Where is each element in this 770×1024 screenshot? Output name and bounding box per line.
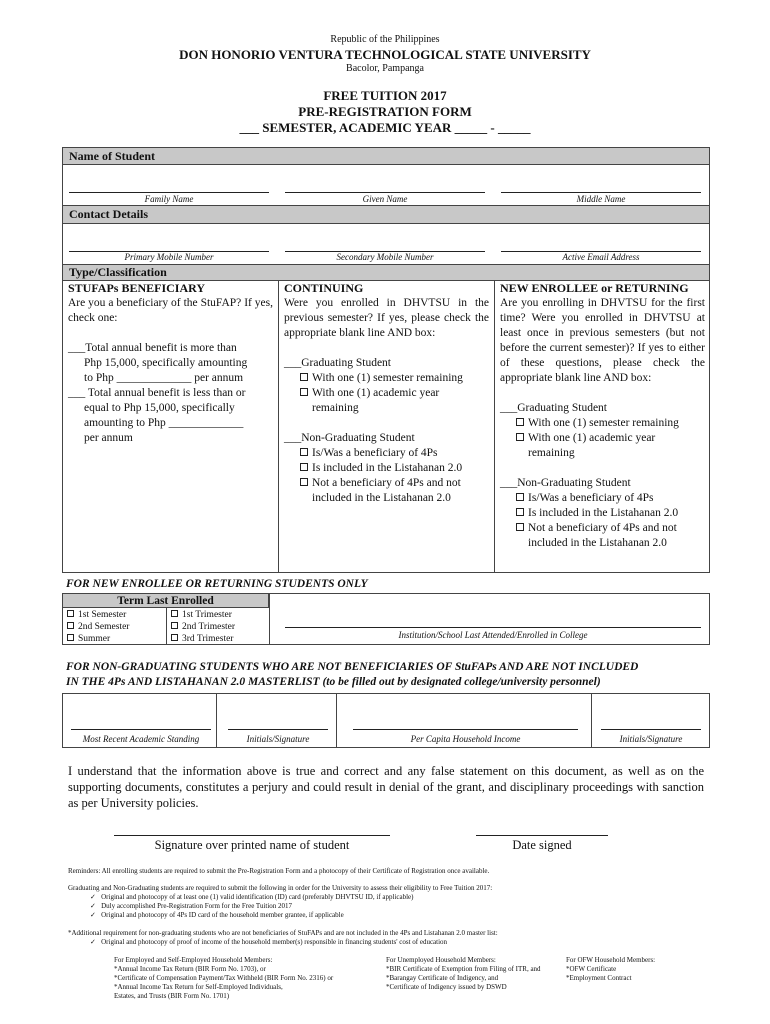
- term-last-enrolled-label: Term Last Enrolled: [117, 595, 214, 607]
- stufaps-title: STUFAPs BENEFICIARY: [68, 281, 206, 295]
- new-grad-sem-option[interactable]: [500, 416, 705, 431]
- requirement-1: Original and photocopy of at least one (1) valid identification (ID) card (preferably DHVTSU ID, if applicable): [101, 893, 414, 901]
- republic-line: Republic of the Philippines: [330, 34, 440, 45]
- tri3-label: 3rd Trimester: [182, 634, 234, 644]
- new-ng-4ps-label: Is/Was a beneficiary of 4Ps: [528, 492, 654, 504]
- requirement-3: Original and photocopy of 4Ps ID card of the household member grantee, if applicable: [101, 911, 344, 919]
- nongrad-heading-line1: FOR NON-GRADUATING STUDENTS WHO ARE NOT BENEFICIARIES OF StuFAPs AND ARE NOT INCLUDED: [66, 661, 639, 673]
- household-income-caption: Per Capita Household Income: [410, 734, 521, 744]
- stufaps-opt2-line-d: per annum: [84, 432, 133, 444]
- new-ng-listahanan-option[interactable]: [500, 506, 705, 521]
- continuing-ng-none-label-cont: included in the Listahanan 2.0: [312, 492, 451, 504]
- stufaps-opt2-line-b: equal to Php 15,000, specifically: [84, 402, 235, 414]
- sem2-option[interactable]: [67, 621, 129, 633]
- new-ng-none-label-cont: included in the Listahanan 2.0: [528, 537, 667, 549]
- continuing-title: CONTINUING: [284, 281, 364, 295]
- initials-signature-input-2[interactable]: [601, 718, 701, 730]
- contact-section-body: [62, 224, 710, 265]
- checkbox-icon[interactable]: [300, 463, 308, 471]
- stufaps-opt2-line-a: ___ Total annual benefit is less than or: [68, 387, 246, 399]
- stufaps-opt1-line-c: to Php _____________ per annum: [84, 372, 244, 384]
- checkbox-icon[interactable]: [516, 523, 524, 531]
- type-section-header: [62, 265, 710, 281]
- initials-signature-input-1[interactable]: [228, 718, 328, 730]
- university-name: DON HONORIO VENTURA TECHNOLOGICAL STATE UNIVERSITY: [179, 47, 591, 62]
- name-section-body: [62, 165, 710, 206]
- employed-requirements: [114, 956, 374, 1001]
- term-last-enrolled-header: [63, 594, 269, 608]
- new-enrollee-column: [500, 281, 705, 551]
- email-caption: Active Email Address: [562, 252, 640, 262]
- nongrad-box: [62, 693, 710, 748]
- secondary-mobile-input[interactable]: [285, 240, 485, 252]
- new-grad-year-label: With one (1) academic year: [528, 432, 656, 444]
- checkbox-icon[interactable]: [171, 634, 178, 641]
- checkmark-icon: ✓: [90, 902, 96, 910]
- stufaps-column: [68, 281, 273, 446]
- stufaps-option-less[interactable]: [68, 386, 273, 446]
- summer-label: Summer: [78, 634, 111, 644]
- sem1-label: 1st Semester: [78, 610, 127, 620]
- initials-signature-caption-2: Initials/Signature: [619, 734, 683, 744]
- tri1-label: 1st Trimester: [182, 610, 232, 620]
- date-signed-input[interactable]: [476, 824, 608, 836]
- academic-standing-input[interactable]: [71, 718, 211, 730]
- given-name-caption: Given Name: [362, 194, 408, 204]
- employed-req-line: Estates, and Trusts (BIR Form No. 1701): [114, 992, 230, 1000]
- new-ng-none-label: Not a beneficiary of 4Ps and not: [528, 522, 677, 534]
- declaration-text: I understand that the information above is true and correct and any false statement on this document, as well as on the supporting documents, constitutes a perjury and could result in denial of the grant, and disciplinary proceedings with sanction as per University policies.: [68, 764, 704, 810]
- unemployed-req-line: For Unemployed Household Members:: [386, 956, 496, 964]
- date-signed-label: Date signed: [512, 838, 572, 852]
- reminders-line2: Graduating and Non-Graduating students are required to submit the following in order for the University to assess their eligibility to Free Tuition 2017:: [68, 884, 493, 892]
- household-income-input[interactable]: [353, 718, 578, 730]
- checkbox-icon[interactable]: [300, 373, 308, 381]
- checkmark-icon: ✓: [90, 938, 96, 946]
- returning-box: [62, 593, 710, 645]
- continuing-grad-year-label: With one (1) academic year: [312, 387, 440, 399]
- reminders-requirement-4: [90, 938, 710, 947]
- family-name-caption: Family Name: [144, 194, 194, 204]
- contact-section-label: Contact Details: [69, 207, 148, 221]
- given-name-input[interactable]: [285, 181, 485, 193]
- checkbox-icon[interactable]: [67, 634, 74, 641]
- trimester-options: [171, 609, 235, 645]
- new-enrollee-question: Are you enrolling in DHVTSU for the first time? Were you enrolled in DHVTSU at least once in previous semesters (but not before the current semester)? If yes to either of these questions, please check the appropriate blank line AND box:: [500, 297, 705, 384]
- continuing-nongrad-option[interactable]: ___Non-Graduating Student: [284, 432, 415, 444]
- new-grad-year-label-cont: remaining: [528, 447, 575, 459]
- nongrad-heading-line2: IN THE 4Ps AND LISTAHANAN 2.0 MASTERLIST (to be filled out by designated college/university personnel): [66, 676, 601, 688]
- initials-signature-caption-1: Initials/Signature: [246, 734, 310, 744]
- stufaps-opt1-line-b: Php 15,000, specifically amounting: [84, 357, 248, 369]
- semester-options: [67, 609, 129, 645]
- name-section-header: [62, 147, 710, 165]
- employed-req-line: For Employed and Self-Employed Household Members:: [114, 956, 273, 964]
- stufaps-opt1-line-a: ___Total annual benefit is more than: [68, 342, 237, 354]
- checkbox-icon[interactable]: [300, 448, 308, 456]
- checkbox-icon[interactable]: [516, 493, 524, 501]
- primary-mobile-caption: Primary Mobile Number: [124, 252, 214, 262]
- family-name-input[interactable]: [69, 181, 269, 193]
- continuing-ng-none-label: Not a beneficiary of 4Ps and not: [312, 477, 461, 489]
- middle-name-caption: Middle Name: [576, 194, 626, 204]
- continuing-ng-listahanan-label: Is included in the Listahanan 2.0: [312, 462, 463, 474]
- checkbox-icon[interactable]: [516, 508, 524, 516]
- unemployed-req-line: *Certificate of Indigency issued by DSWD: [386, 983, 507, 991]
- returning-heading: FOR NEW ENROLLEE OR RETURNING STUDENTS ONLY: [66, 578, 368, 590]
- requirement-4: Original and photocopy of proof of income of the household member(s) responsible in financing students' cost of education: [101, 938, 448, 946]
- student-signature-label: Signature over printed name of student: [154, 838, 350, 852]
- checkmark-icon: ✓: [90, 911, 96, 919]
- new-grad-year-option[interactable]: [500, 431, 705, 446]
- tri2-label: 2nd Trimester: [182, 622, 236, 632]
- ofw-req-line: *OFW Certificate: [566, 965, 617, 973]
- employed-req-line: *Certificate of Compensation Payment/Tax Withheld (BIR Form No. 2316) or: [114, 974, 334, 982]
- tri1-option[interactable]: [171, 609, 235, 621]
- sem2-label: 2nd Semester: [78, 622, 130, 632]
- checkbox-icon[interactable]: [300, 388, 308, 396]
- requirement-2: Duly accomplished Pre-Registration Form for the Free Tuition 2017: [101, 902, 293, 910]
- unemployed-requirements: [386, 956, 566, 992]
- ofw-req-line: *Employment Contract: [566, 974, 632, 982]
- new-grad-sem-label: With one (1) semester remaining: [528, 417, 679, 429]
- new-graduating-option[interactable]: ___Graduating Student: [500, 402, 607, 414]
- form-title-3: ___ SEMESTER, ACADEMIC YEAR _____ - _____: [239, 120, 531, 135]
- ofw-req-line: For OFW Household Members:: [566, 956, 656, 964]
- academic-standing-caption: Most Recent Academic Standing: [82, 734, 200, 744]
- checkbox-icon[interactable]: [67, 622, 74, 629]
- secondary-mobile-caption: Secondary Mobile Number: [336, 252, 434, 262]
- continuing-grad-year-label-cont: remaining: [312, 402, 359, 414]
- nongrad-heading: [66, 660, 716, 690]
- email-input[interactable]: [501, 240, 701, 252]
- checkbox-icon[interactable]: [171, 622, 178, 629]
- primary-mobile-input[interactable]: [69, 240, 269, 252]
- summer-option[interactable]: [67, 633, 129, 645]
- checkbox-icon[interactable]: [516, 418, 524, 426]
- continuing-grad-sem-option[interactable]: [284, 371, 489, 386]
- continuing-ng-listahanan-option[interactable]: [284, 461, 489, 476]
- ofw-requirements: [566, 956, 706, 983]
- institution-caption: Institution/School Last Attended/Enrolled in College: [398, 630, 588, 640]
- employed-req-line: *Annual Income Tax Return for Self-Employed Individuals,: [114, 983, 283, 991]
- unemployed-req-line: *Barangay Certificate of Indigency, and: [386, 974, 499, 982]
- type-section-body: [62, 281, 710, 573]
- continuing-ng-none-option[interactable]: [284, 476, 489, 491]
- tri3-option[interactable]: [171, 633, 235, 645]
- institution-input[interactable]: [285, 616, 701, 628]
- checkmark-icon: ✓: [90, 893, 96, 901]
- continuing-grad-year-option[interactable]: [284, 386, 489, 401]
- form-title-2: PRE-REGISTRATION FORM: [298, 104, 472, 119]
- reminders-line3: *Additional requirement for non-graduating students who are not beneficiaries of StuFAPs and are not included in the 4Ps and Listahanan 2.0 master list:: [68, 929, 498, 937]
- stufaps-question: Are you a beneficiary of the StuFAP? If yes, check one:: [68, 297, 273, 324]
- stufaps-opt2-line-c: amounting to Php _____________: [84, 417, 244, 429]
- university-location: Bacolor, Pampanga: [346, 63, 424, 74]
- tri2-option[interactable]: [171, 621, 235, 633]
- employed-req-line: *Annual Income Tax Return (BIR Form No. 1703), or: [114, 965, 266, 973]
- name-section-label: Name of Student: [69, 149, 155, 163]
- reminders-line1: Reminders: All enrolling students are required to submit the Pre-Registration Form and a photocopy of their Certificate of Registration once available.: [68, 867, 490, 875]
- contact-section-header: [62, 206, 710, 224]
- sem1-option[interactable]: [67, 609, 129, 621]
- checkbox-icon[interactable]: [516, 433, 524, 441]
- continuing-column: [284, 281, 489, 506]
- checkbox-icon[interactable]: [67, 610, 74, 617]
- stufaps-option-more[interactable]: [68, 341, 273, 386]
- continuing-question: Were you enrolled in DHVTSU in the previous semester? If yes, please check the appropriate blank line AND box:: [284, 297, 489, 339]
- middle-name-input[interactable]: [501, 181, 701, 193]
- continuing-ng-4ps-option[interactable]: [284, 446, 489, 461]
- reminders-requirements: [90, 893, 710, 920]
- new-ng-listahanan-label: Is included in the Listahanan 2.0: [528, 507, 679, 519]
- new-ng-4ps-option[interactable]: [500, 491, 705, 506]
- type-section-label: Type/Classification: [69, 265, 167, 279]
- checkbox-icon[interactable]: [171, 610, 178, 617]
- new-enrollee-title: NEW ENROLLEE or RETURNING: [500, 281, 689, 295]
- continuing-ng-4ps-label: Is/Was a beneficiary of 4Ps: [312, 447, 438, 459]
- checkbox-icon[interactable]: [300, 478, 308, 486]
- continuing-grad-sem-label: With one (1) semester remaining: [312, 372, 463, 384]
- new-ng-none-option[interactable]: [500, 521, 705, 536]
- form-title-1: FREE TUITION 2017: [323, 88, 447, 103]
- student-signature-input[interactable]: [114, 824, 390, 836]
- continuing-graduating-option[interactable]: ___Graduating Student: [284, 357, 391, 369]
- unemployed-req-line: *BIR Certificate of Exemption from Filing of ITR, and: [386, 965, 541, 973]
- new-nongrad-option[interactable]: ___Non-Graduating Student: [500, 477, 631, 489]
